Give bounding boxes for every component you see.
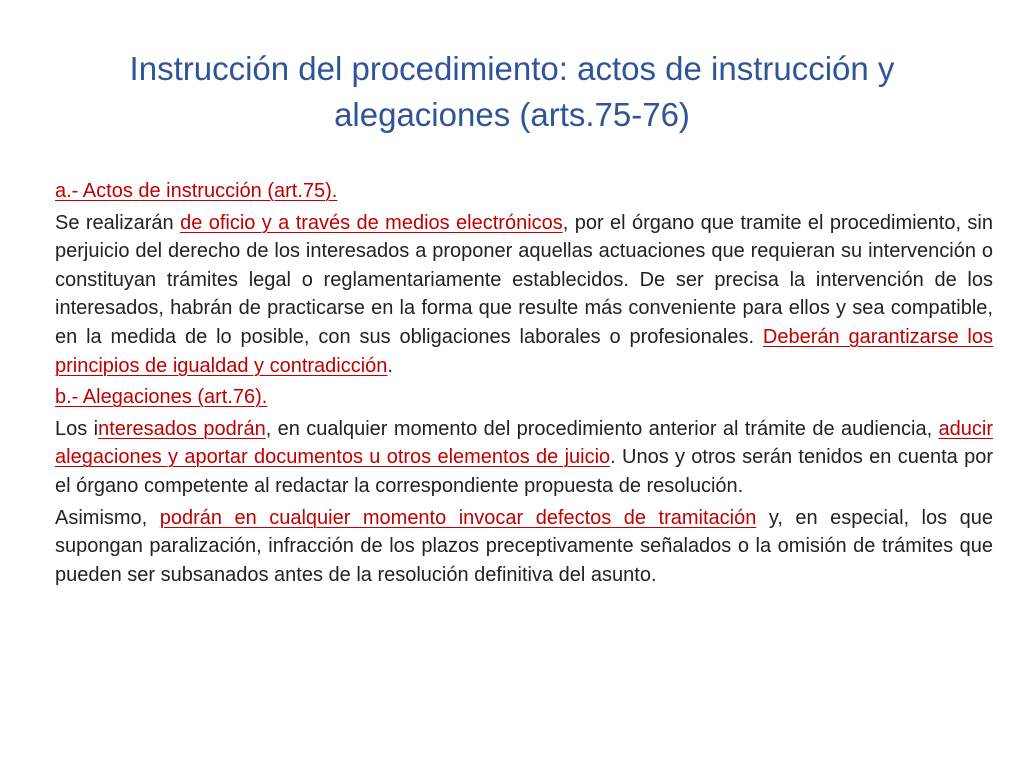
text-run: y, en especial, los que supongan paralización, infracción de los plazos preceptivamente señalados o la omisión de trámites que pueden ser subsanados antes de la resolución definitiva del asunto.: [55, 506, 993, 586]
text-run: Los i: [55, 417, 99, 440]
highlight-run: podrán en cualquier momento invocar defectos de tramitación: [159, 506, 757, 529]
highlight-run: nteresados podrán: [98, 417, 266, 440]
slide-title-line-1: Instrucción del procedimiento: actos de instrucción y: [129, 50, 895, 87]
text-run: . Unos y otros serán tenidos en cuenta por el órgano competente al redactar la correspondiente propuesta de resolución.: [55, 446, 993, 497]
section-b-heading: b.- Alegaciones (art.76).: [55, 386, 268, 409]
slide-title: [40, 46, 984, 138]
highlight-run: de oficio y a través de medios electrónicos: [180, 211, 563, 234]
slide-title-line-2: alegaciones (arts.75-76): [334, 96, 690, 133]
text-run: Asimismo,: [55, 506, 160, 529]
section-a-heading-paragraph: [55, 177, 993, 206]
section-b-paragraph-2: [55, 504, 993, 590]
text-run: , por el órgano que tramite el procedimiento, sin perjuicio del derecho de los interesados a proponer aquellas actuaciones que requieran su intervención o constituyan trámites legal o reglamentariamente establecidos. De ser precisa la intervención de los interesados, habrán de practicarse en la forma que resulte más conveniente para ellos y sea compatible, en la medida de lo posible, con sus obligaciones laborales o profesionales.: [55, 211, 993, 348]
highlight-run: aducir alegaciones y aportar documentos u otros elementos de juicio: [55, 417, 993, 469]
text-run: Se realizarán: [55, 211, 181, 234]
section-a-paragraph: [55, 209, 993, 381]
slide-body: [55, 177, 993, 592]
text-run: .: [387, 354, 393, 377]
highlight-run: Deberán garantizarse los principios de igualdad y contradicción: [55, 325, 993, 377]
section-b-heading-paragraph: [55, 383, 993, 412]
section-b-paragraph-1: [55, 415, 993, 501]
text-run: , en cualquier momento del procedimiento anterior al trámite de audiencia,: [265, 417, 939, 440]
section-a-heading: a.- Actos de instrucción (art.75).: [55, 180, 338, 202]
